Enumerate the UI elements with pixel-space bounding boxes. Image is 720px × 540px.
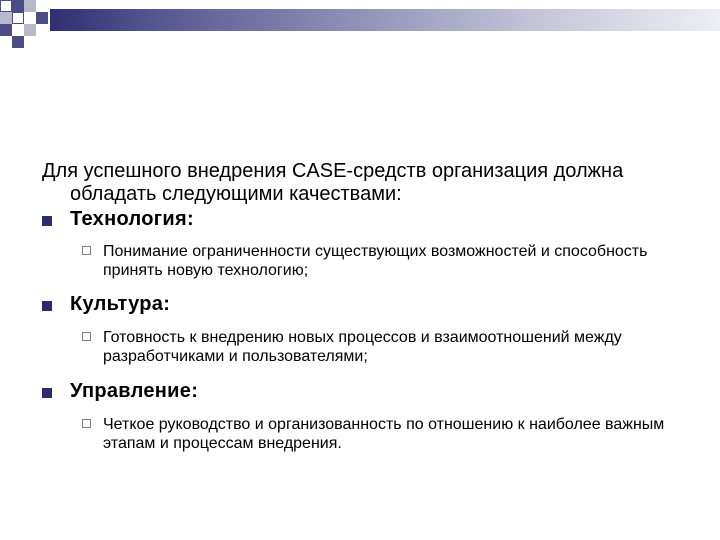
section-heading: Культура: [70, 293, 171, 315]
section-heading: Управление: [70, 380, 199, 402]
deco-square [0, 12, 12, 24]
bullet-item [42, 380, 702, 403]
deco-square [12, 12, 24, 24]
sub-bullet-item [42, 242, 702, 280]
section-heading: Технология: [70, 208, 194, 230]
deco-square [24, 24, 36, 36]
section-culture [42, 293, 702, 366]
hollow-square-bullet-icon [82, 419, 91, 428]
deco-square [24, 0, 36, 12]
sub-bullet-item [42, 328, 702, 366]
section-detail: Понимание ограниченности существующих возможностей и способность принять новую технологию; [103, 243, 648, 279]
section-detail: Готовность к внедрению новых процессов и взаимоотношений между разработчиками и пользователями; [103, 329, 622, 365]
deco-square [0, 24, 12, 36]
hollow-square-bullet-icon [82, 332, 91, 341]
section-technology [42, 208, 702, 280]
section-detail: Четкое руководство и организованность по отношению к наиболее важным этапам и процессам внедрения. [103, 416, 665, 452]
hollow-square-bullet-icon [82, 246, 91, 255]
square-bullet-icon [42, 301, 52, 311]
deco-square [12, 36, 24, 48]
section-management [42, 380, 702, 453]
deco-square [0, 0, 12, 12]
deco-square [12, 0, 24, 12]
square-bullet-icon [42, 388, 52, 398]
sub-bullet-item [42, 415, 702, 453]
square-bullet-icon [42, 216, 52, 226]
bullet-item [42, 293, 702, 316]
header-gradient-bar [50, 9, 720, 31]
slide-body [42, 160, 702, 453]
bullet-item [42, 208, 702, 231]
deco-square [36, 12, 48, 24]
intro-text: Для успешного внедрения CASE-средств организация должна обладать следующими качествами: [42, 160, 624, 205]
